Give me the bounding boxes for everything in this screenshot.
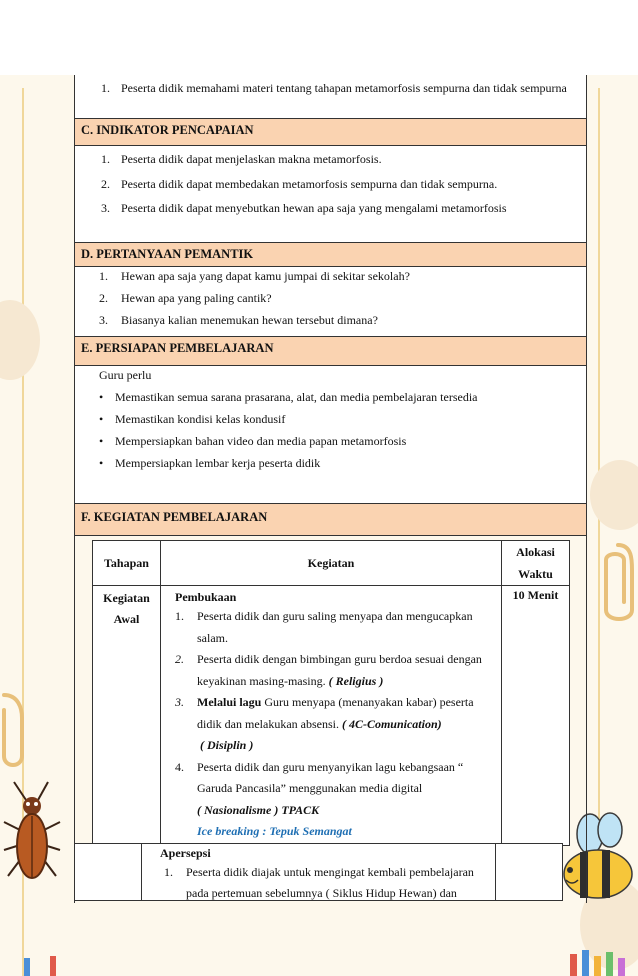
column-header-tahapan: Tahapan: [93, 541, 161, 586]
list-item: Peserta didik dapat menjelaskan makna metamorfosis.: [121, 152, 382, 166]
activity-text: Peserta didik dan guru saling menyapa dan mengucapkan salam.: [197, 609, 473, 645]
apersepsi-line: pada pertemuan sebelumnya ( Siklus Hidup Hewan) dan: [186, 886, 457, 900]
stage-line2: Awal: [113, 612, 140, 626]
section-e-header: E. PERSIAPAN PEMBELAJARAN: [74, 337, 587, 366]
activity-number: 2.: [175, 652, 184, 666]
cockroach-icon: [2, 780, 64, 890]
list-item: Memastikan kondisi kelas kondusif: [115, 412, 286, 426]
pencils-icon: [20, 952, 70, 976]
stage-line1: Kegiatan: [103, 591, 150, 605]
list-item: Peserta didik dapat menyebutkan hewan apa saja yang mengalami metamorfosis: [121, 201, 507, 215]
column-header-alokasi: [502, 541, 570, 586]
intro-text: Guru perlu: [99, 368, 152, 382]
paperclip-icon: [0, 690, 30, 770]
list-number: 3.: [101, 201, 110, 215]
section-c-header: C. INDIKATOR PENCAPAIAN: [74, 119, 587, 146]
section-d-header: D. PERTANYAAN PEMANTIK: [74, 243, 587, 267]
activity-item: [175, 757, 497, 843]
section-e-body: [74, 366, 587, 504]
activity-number: 3.: [175, 695, 184, 709]
column-header-kegiatan: Kegiatan: [161, 541, 502, 586]
character-tag: ( Disiplin ): [200, 738, 254, 752]
list-item: Peserta didik memahami materi tentang tahapan metamorfosis sempurna dan tidak sempurna: [121, 81, 567, 95]
bullet: •: [99, 456, 104, 470]
table-header-row: [93, 541, 570, 586]
list-item: Hewan apa saja yang dapat kamu jumpai di sekitar sekolah?: [121, 269, 410, 283]
list-item: Mempersiapkan bahan video dan media papan metamorfosis: [115, 434, 407, 448]
list-number: 2.: [101, 177, 110, 191]
activity-text: Peserta didik dengan bimbingan guru berdoa sesuai dengan keyakinan masing-masing.: [197, 652, 482, 688]
activity-text: Guru menyapa (menanyakan kabar) peserta didik dan melakukan absensi.: [197, 695, 474, 731]
activity-cell: [161, 586, 502, 846]
paperclip-icon: [598, 540, 638, 625]
activity-number: 1.: [164, 865, 173, 879]
section-f-header: F. KEGIATAN PEMBELAJARAN: [74, 504, 587, 536]
apersepsi-line: Peserta didik diajak untuk mengingat kembali pembelajaran: [186, 865, 474, 879]
bullet: •: [99, 412, 104, 426]
character-tag: ( Nasionalisme ) TPACK: [197, 802, 320, 817]
activity-body: [197, 692, 497, 757]
activity-text: Peserta didik dan guru menyanyikan lagu kebangsaan “ Garuda Pancasila” menggunakan media digital: [197, 759, 464, 795]
list-number: 1.: [99, 269, 108, 283]
activity-body: [197, 649, 497, 692]
apersepsi-row: [74, 843, 563, 901]
bullet: •: [99, 434, 104, 448]
table-row: [93, 586, 570, 846]
list-item: Hewan apa yang paling cantik?: [121, 291, 272, 305]
section-c-body: [74, 146, 587, 243]
activity-body: [197, 757, 497, 843]
section-d-body: [74, 267, 587, 337]
list-item: Memastikan semua sarana prasarana, alat, dan media pembelajaran tersedia: [115, 390, 478, 404]
column-header-alokasi-line2: Waktu: [518, 567, 553, 581]
activity-number: 1.: [175, 609, 184, 623]
activity-item: [175, 649, 497, 692]
activity-item: [175, 692, 497, 757]
list-number: 1.: [101, 81, 110, 95]
apersepsi-item: [160, 862, 495, 904]
list-number: 2.: [99, 291, 108, 305]
apersepsi-cell: [141, 844, 496, 900]
bullet: •: [99, 390, 104, 404]
list-item: Biasanya kalian menemukan hewan tersebut dimana?: [121, 313, 378, 327]
column-header-alokasi-line1: Alokasi: [516, 545, 555, 559]
list-number: 3.: [99, 313, 108, 327]
apersepsi-heading: Apersepsi: [160, 846, 211, 860]
pencils-icon: [560, 946, 638, 976]
activity-number: 4.: [175, 759, 184, 774]
list-item: Peserta didik dapat membedakan metamorfosis sempurna dan tidak sempurna.: [121, 177, 498, 191]
list-item: Mempersiapkan lembar kerja peserta didik: [115, 456, 321, 470]
activity-heading: Pembukaan: [175, 590, 237, 604]
time-cell: 10 Menit: [502, 586, 570, 846]
character-tag: ( 4C-Comunication): [341, 716, 442, 731]
section-b-row: [74, 75, 587, 119]
list-number: 1.: [101, 152, 110, 166]
activity-bold-text: Melalui lagu: [197, 695, 262, 709]
activity-item: [175, 606, 497, 649]
character-tag: ( Religius ): [328, 673, 384, 688]
stage-cell: [93, 586, 161, 846]
activities-table: [92, 540, 570, 846]
ice-breaking-text: Ice breaking : Tepuk Semangat: [197, 824, 352, 838]
